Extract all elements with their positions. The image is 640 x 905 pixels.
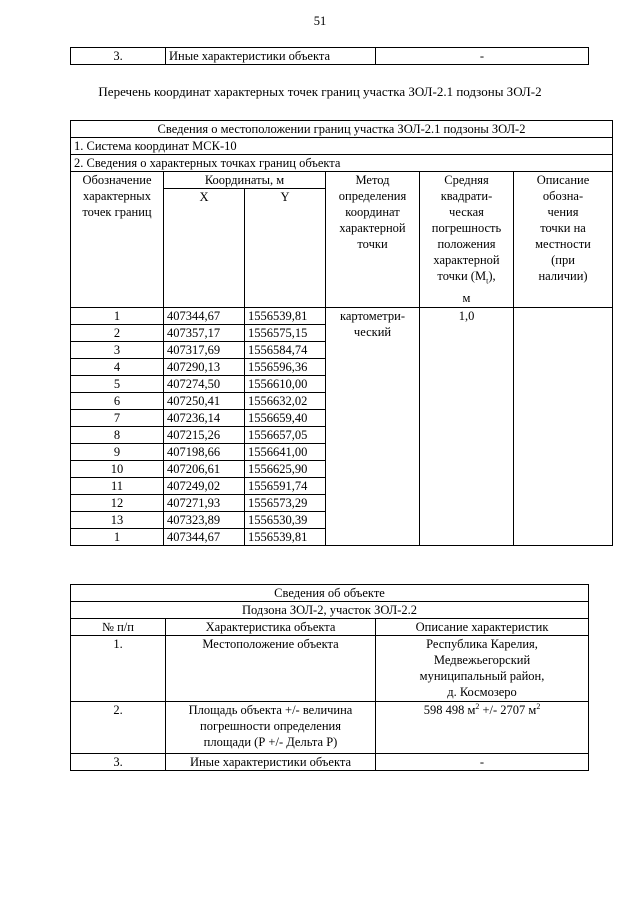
point-number: 4 <box>71 359 164 376</box>
area-text: 598 498 м <box>423 703 476 717</box>
point-y: 1556657,05 <box>245 427 326 444</box>
object-info-subheader: Подзона ЗОЛ-2, участок ЗОЛ-2.2 <box>71 602 589 619</box>
coordinate-rows <box>71 308 613 546</box>
location-line: муниципальный район, <box>419 669 545 683</box>
header-description <box>514 172 613 308</box>
header-description-line: (при <box>551 253 575 267</box>
location-value <box>376 636 589 702</box>
point-y: 1556539,81 <box>245 308 326 325</box>
point-x: 407198,66 <box>164 444 245 461</box>
area-superscript: 2 <box>475 701 480 711</box>
point-number: 1 <box>71 308 164 325</box>
point-x: 407250,41 <box>164 393 245 410</box>
point-y: 1556641,00 <box>245 444 326 461</box>
header-description-line: наличии) <box>538 269 588 283</box>
point-number: 5 <box>71 376 164 393</box>
location-line: Медвежьегорский <box>433 653 531 667</box>
header-error-line: м <box>462 290 471 305</box>
row-number: 3. <box>71 754 166 771</box>
point-x: 407206,61 <box>164 461 245 478</box>
header-description-line: обозна- <box>542 189 584 203</box>
method-value <box>326 308 420 546</box>
characteristic-label: Иные характеристики объекта <box>166 754 376 771</box>
point-number: 11 <box>71 478 164 495</box>
point-number: 8 <box>71 427 164 444</box>
point-number: 1 <box>71 529 164 546</box>
point-x: 407344,67 <box>164 529 245 546</box>
error-text: точки (М <box>437 269 487 283</box>
method-line: ческий <box>353 325 392 339</box>
header-method-line: характерной <box>339 221 406 235</box>
points-info-label: 2. Сведения о характерных точках границ объекта <box>71 155 613 172</box>
point-number: 3 <box>71 342 164 359</box>
header-designation-line: Обозначение <box>82 173 152 187</box>
header-error-line: ческая <box>449 205 484 219</box>
area-superscript: 2 <box>536 701 541 711</box>
header-error <box>420 172 514 308</box>
header-designation <box>71 172 164 308</box>
area-value <box>376 702 589 754</box>
header-method-line: точки <box>357 237 388 251</box>
point-y: 1556573,29 <box>245 495 326 512</box>
header-error-line: характерной <box>433 253 500 267</box>
header-char-description: Описание характеристик <box>376 619 589 636</box>
object-info-table <box>70 584 589 771</box>
point-x: 407357,17 <box>164 325 245 342</box>
header-method <box>326 172 420 308</box>
header-description-line: точки на <box>540 221 586 235</box>
object-info-header: Сведения об объекте <box>71 585 589 602</box>
header-error-line: квадрати- <box>440 189 493 203</box>
description-value <box>514 308 613 546</box>
point-number: 9 <box>71 444 164 461</box>
point-x: 407271,93 <box>164 495 245 512</box>
characteristic-label: Иные характеристики объекта <box>166 48 376 65</box>
header-designation-line: характерных <box>83 189 151 203</box>
page-number: 51 <box>313 14 327 28</box>
coordinates-table <box>70 120 613 546</box>
characteristic-label <box>166 702 376 754</box>
point-x: 407344,67 <box>164 308 245 325</box>
area-text: +/- 2707 м <box>479 703 537 717</box>
header-characteristic: Характеристика объекта <box>166 619 376 636</box>
point-y: 1556575,15 <box>245 325 326 342</box>
point-x: 407236,14 <box>164 410 245 427</box>
header-y: Y <box>245 189 326 308</box>
coordinates-table-header: Сведения о местоположении границ участка ЗОЛ-2.1 подзоны ЗОЛ-2 <box>71 121 613 138</box>
point-number: 10 <box>71 461 164 478</box>
point-x: 407290,13 <box>164 359 245 376</box>
point-y: 1556530,39 <box>245 512 326 529</box>
point-x: 407323,89 <box>164 512 245 529</box>
row-number: 1. <box>71 636 166 702</box>
point-x: 407249,02 <box>164 478 245 495</box>
point-x: 407317,69 <box>164 342 245 359</box>
header-description-line: чения <box>547 205 579 219</box>
point-y: 1556659,40 <box>245 410 326 427</box>
point-y: 1556625,90 <box>245 461 326 478</box>
row-number: 3. <box>71 48 166 65</box>
point-y: 1556632,02 <box>245 393 326 410</box>
point-number: 6 <box>71 393 164 410</box>
point-x: 407215,26 <box>164 427 245 444</box>
point-number: 7 <box>71 410 164 427</box>
location-line: Республика Карелия, <box>426 637 538 651</box>
point-y: 1556539,81 <box>245 529 326 546</box>
point-y: 1556610,00 <box>245 376 326 393</box>
header-num: № п/п <box>71 619 166 636</box>
characteristic-value: - <box>376 48 589 65</box>
top-characteristics-table <box>70 47 589 65</box>
location-line: д. Космозеро <box>447 685 517 699</box>
coordinates-list-title: Перечень координат характерных точек границ участка ЗОЛ-2.1 подзоны ЗОЛ-2 <box>98 84 542 99</box>
point-y: 1556584,74 <box>245 342 326 359</box>
coordinate-system-label: 1. Система координат МСК-10 <box>71 138 613 155</box>
characteristic-line: Площадь объекта +/- величина <box>188 703 353 717</box>
row-number: 2. <box>71 702 166 754</box>
header-designation-line: точек границ <box>82 205 152 219</box>
header-description-line: местности <box>535 237 591 251</box>
header-error-line: погрешность <box>431 221 502 235</box>
point-number: 13 <box>71 512 164 529</box>
point-x: 407274,50 <box>164 376 245 393</box>
header-method-line: определения <box>338 189 407 203</box>
point-y: 1556596,36 <box>245 359 326 376</box>
header-x: X <box>164 189 245 308</box>
table-row <box>71 308 613 325</box>
point-y: 1556591,74 <box>245 478 326 495</box>
header-coordinates: Координаты, м <box>164 172 326 189</box>
header-error-line: положения <box>437 237 496 251</box>
error-text: ), <box>488 269 496 283</box>
characteristic-line: площади (Р +/- Дельта Р) <box>203 735 338 749</box>
header-method-line: Метод <box>355 173 390 187</box>
characteristic-label: Местоположение объекта <box>166 636 376 702</box>
header-description-line: Описание <box>536 173 590 187</box>
characteristic-line: погрешности определения <box>200 719 341 733</box>
error-subscript: t <box>486 276 489 286</box>
characteristic-value: - <box>376 754 589 771</box>
point-number: 2 <box>71 325 164 342</box>
header-error-line: Средняя <box>444 173 489 187</box>
point-number: 12 <box>71 495 164 512</box>
error-value: 1,0 <box>420 308 514 546</box>
header-method-line: координат <box>345 205 400 219</box>
method-line: картометри- <box>339 309 405 323</box>
header-error-line <box>423 268 510 290</box>
